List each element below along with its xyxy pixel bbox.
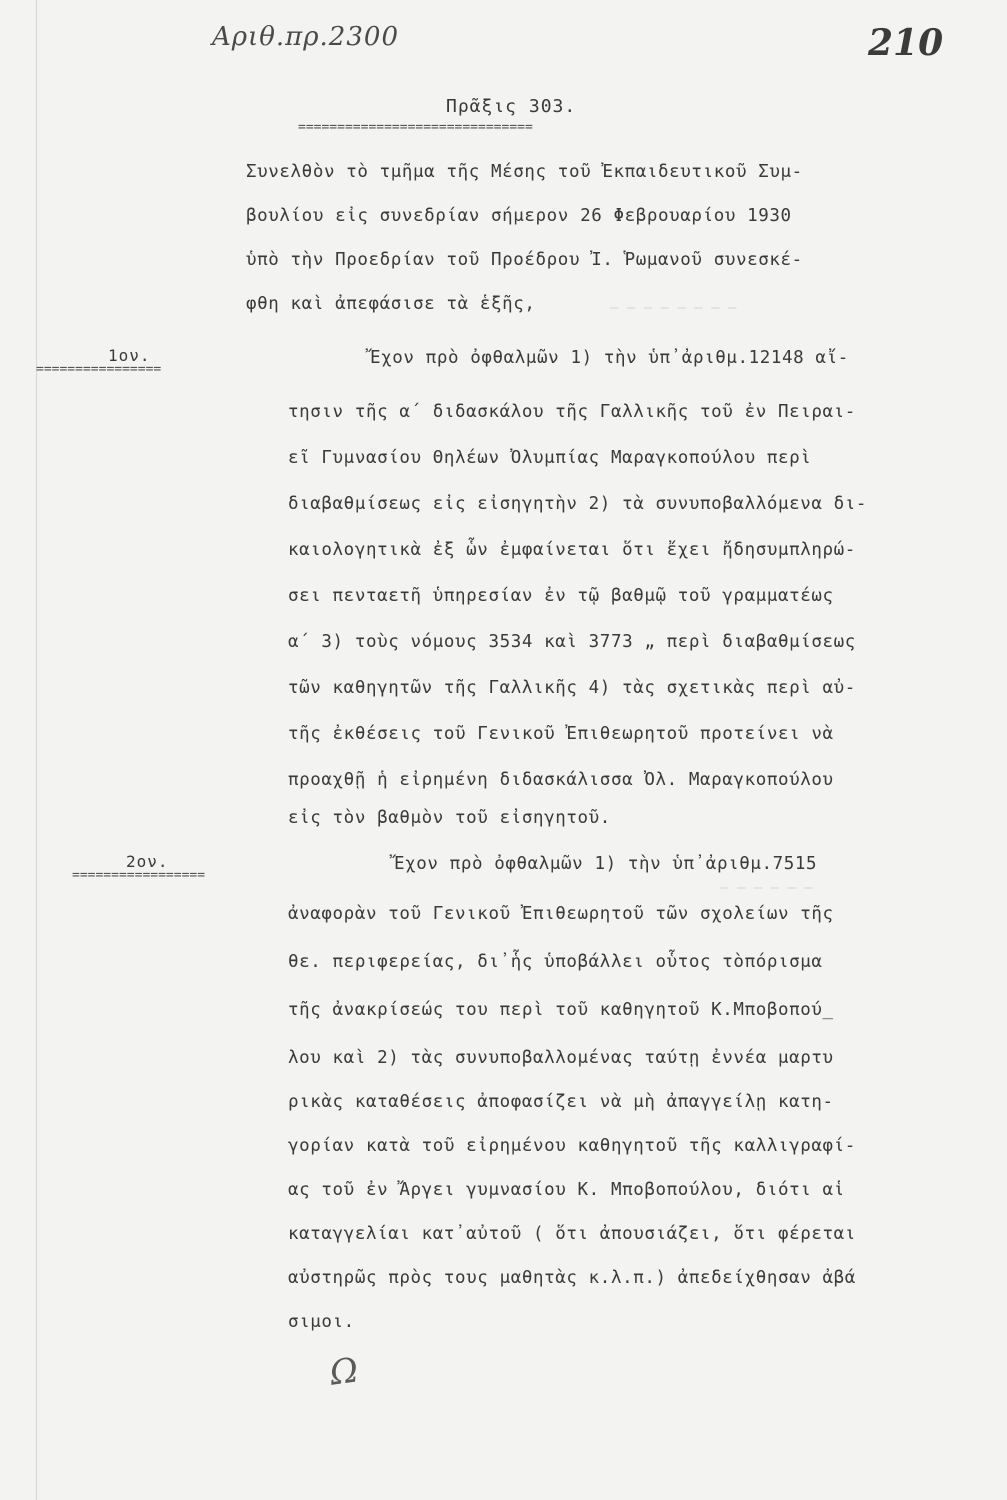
section-2-line: αὐστηρῶς πρὸς τους μαθητὰς κ.λ.π.) ἀπεδείχθησαν ἀβά [288,1268,856,1288]
document-title: Πρᾶξις 303. [446,96,577,117]
section-1-line: α΄ 3) τοὺς νόμους 3534 καὶ 3773 „ περὶ διαβαθμίσεως [288,632,856,652]
section-1-line: διαβαθμίσεως εἰς εἰσηγητὴν 2) τὰ συνυποβαλλόμενα δι- [288,494,868,514]
section-2-line: ἀναφορὰν τοῦ Γενικοῦ Ἐπιθεωρητοῦ τῶν σχολείων τῆς [288,904,834,924]
section-1-line: εἰς τὸν βαθμὸν τοῦ εἰσηγητοῦ. [288,808,611,828]
handwritten-reference-number: Αριθ.πρ.2300 [212,22,399,52]
section-2-line: λου καὶ 2) τὰς συνυποβαλλομένας ταύτῃ ἐννέα μαρτυ [288,1048,834,1068]
section-1-line: Ἔχον πρὸ ὀφθαλμῶν 1) τὴν ὑπ᾿ἀριθμ.12148 αἴ- [370,348,849,368]
section-1-line: τῶν καθηγητῶν τῆς Γαλλικῆς 4) τὰς σχετικὰς περὶ αὐ- [288,678,856,698]
section-2-line: Ἔχον πρὸ ὀφθαλμῶν 1) τὴν ὑπ᾿ἀριθμ.7515 [394,854,818,874]
section-1-line: τησιν τῆς α΄ διδασκάλου τῆς Γαλλικῆς τοῦ ἐν Πειραι- [288,402,856,422]
section-1-line: σει πενταετῆ ὑπηρεσίαν ἐν τῷ βαθμῷ τοῦ γραμματέως [288,586,834,606]
section-2-line: καταγγελίαι κατ᾿αὐτοῦ ( ὅτι ἀπουσιάζει, ὅτι φέρεται [288,1224,856,1244]
section-2-line: σιμοι. [288,1312,355,1332]
section-2-line: ρικὰς καταθέσεις ἀποφασίζει νὰ μὴ ἀπαγγείλῃ κατη- [288,1092,834,1112]
section-2-line: τῆς ἀνακρίσεώς του περὶ τοῦ καθηγητοῦ Κ.Μποβοπού_ [288,1000,834,1020]
section-2-line: ας τοῦ ἐν Ἄργει γυμνασίου Κ. Μποβοπούλου, διότι αἱ [288,1180,845,1200]
section-1-rule: ================ [36,362,162,377]
section-1-line: προαχθῇ ἡ εἰρημένη διδασκάλισσα Ὀλ. Μαραγκοπούλου [288,770,834,790]
bleed-through-text: — — — — — — — — [610,300,737,316]
intro-line: ὑπὸ τὴν Προεδρίαν τοῦ Προέδρου Ἰ. Ῥωμανοῦ συνεσκέ- [246,250,803,270]
section-2-label: 2ον. [126,852,169,871]
section-1-line: εῖ Γυμνασίου Θηλέων Ὀλυμπίας Μαραγκοπούλου περὶ [288,448,812,468]
section-2-line: γορίαν κατὰ τοῦ εἰρημένου καθηγητοῦ τῆς καλλιγραφί- [288,1136,856,1156]
section-1-line: τῆς ἐκθέσεις τοῦ Γενικοῦ Ἐπιθεωρητοῦ προτείνει νὰ [288,724,834,744]
bleed-through-text: — — — — — — [720,880,813,896]
intro-line: βουλίου εἰς συνεδρίαν σήμερον 26 Φεβρουαρίου 1930 [246,206,792,226]
section-1-line: καιολογητικὰ ἐξ ὧν ἐμφαίνεται ὅτι ἔχει ἤδησυμπληρώ- [288,540,856,560]
section-1-label: 1ον. [108,346,151,365]
intro-line: φθη καὶ ἀπεφάσισε τὰ ἑξῆς, [246,294,536,314]
page-margin-rule [36,0,37,1500]
title-underline: ============================== [298,120,533,135]
handwritten-signature: Ω [327,1350,361,1394]
section-2-line: θε. περιφερείας, δι᾿ἧς ὑποβάλλει οὗτος τὸπόρισμα [288,952,823,972]
handwritten-page-number: 210 [868,22,944,64]
intro-line: Συνελθὸν τὸ τμῆμα τῆς Μέσης τοῦ Ἐκπαιδευτικοῦ Συμ- [246,162,803,182]
section-2-rule: ================= [72,868,206,883]
